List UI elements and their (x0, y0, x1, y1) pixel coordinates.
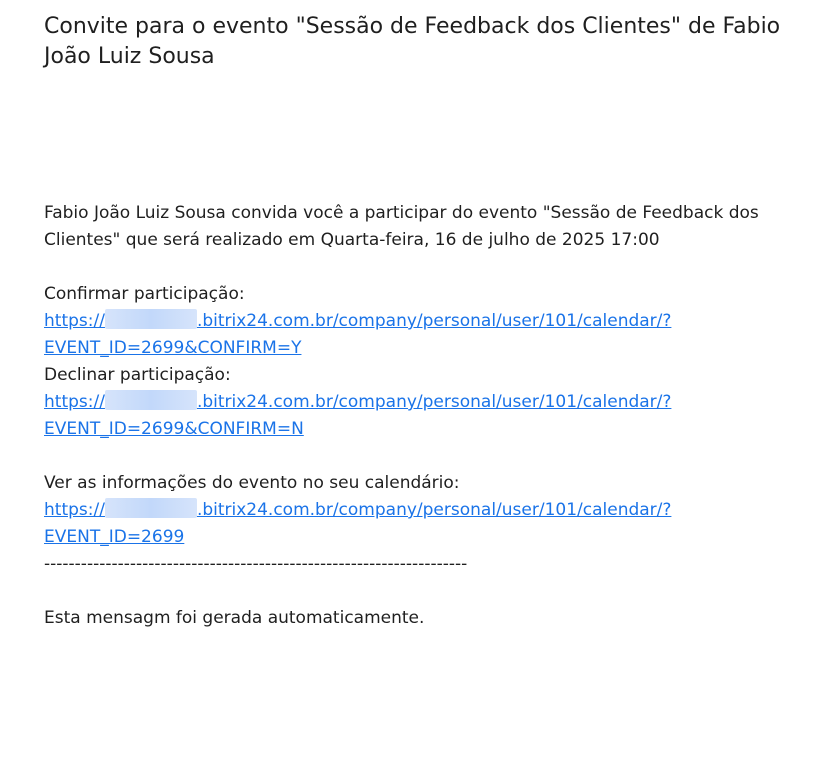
redacted-domain (105, 498, 197, 518)
redacted-domain (105, 390, 197, 410)
link-scheme: https:// (44, 500, 105, 520)
decline-label: Declinar participação: (44, 365, 231, 385)
view-event-label: Ver as informações do evento no seu calendário: (44, 473, 460, 493)
spacer (44, 578, 784, 605)
confirm-label: Confirmar participação: (44, 284, 245, 304)
confirm-participation-link[interactable] (44, 311, 671, 358)
link-query: EVENT_ID=2699&CONFIRM=Y (44, 338, 302, 358)
spacer (44, 254, 784, 281)
link-path: .bitrix24.com.br/company/personal/user/101/calendar/? (196, 392, 672, 412)
link-scheme: https:// (44, 311, 105, 331)
email-body (44, 200, 784, 632)
view-event-link[interactable] (44, 500, 671, 547)
redacted-domain (105, 309, 197, 329)
email-subject: Convite para o evento "Sessão de Feedback dos Clientes" de Fabio João Luiz Sousa (44, 14, 781, 69)
link-query: EVENT_ID=2699 (44, 527, 185, 547)
footer-note: Esta mensagm foi gerada automaticamente. (44, 608, 425, 628)
link-query: EVENT_ID=2699&CONFIRM=N (44, 419, 304, 439)
separator-line: --------------------------------------------------------------------- (44, 554, 468, 574)
link-path: .bitrix24.com.br/company/personal/user/101/calendar/? (196, 500, 672, 520)
spacer (44, 443, 784, 470)
decline-participation-link[interactable] (44, 392, 671, 439)
link-scheme: https:// (44, 392, 105, 412)
link-path: .bitrix24.com.br/company/personal/user/101/calendar/? (196, 311, 672, 331)
email-intro: Fabio João Luiz Sousa convida você a participar do evento "Sessão de Feedback dos Clientes" que será realizado em Quarta-feira, 16 de julho de 2025 17:00 (44, 203, 759, 250)
